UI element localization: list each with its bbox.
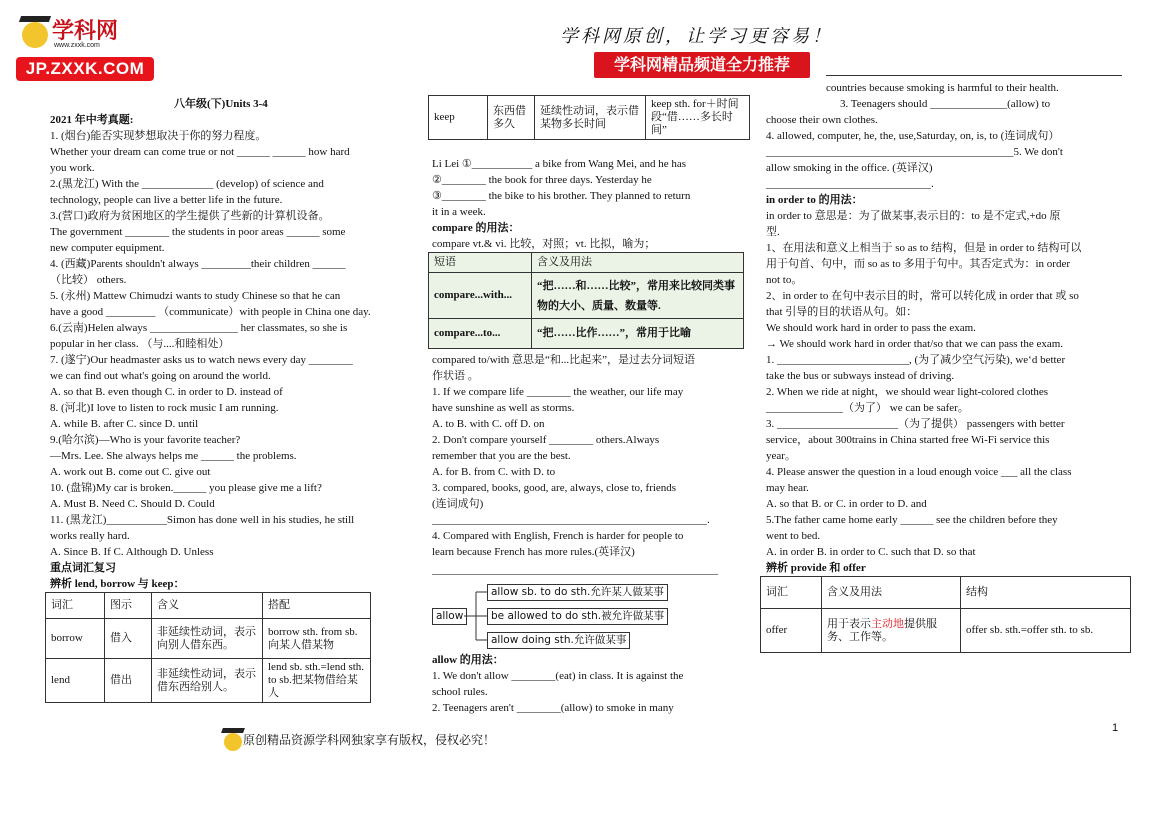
diagram-branch: be allowed to do sth.被允许做某事 — [487, 608, 668, 625]
table-header: 图示 — [105, 593, 152, 619]
answer-options: A. while B. after C. since D. until — [50, 418, 199, 430]
example-text: → We should work hard in order that/so that we can pass the exam. — [766, 338, 1064, 350]
question-text: countries because smoking is harmful to their health. — [826, 82, 1059, 94]
section-heading: compare 的用法： — [432, 222, 520, 234]
section-heading: in order to 的用法： — [766, 194, 863, 206]
question-text: 2. Teenagers aren't ________(allow) to smoke in many — [432, 702, 674, 714]
table-row — [429, 96, 750, 140]
table-cell: compare...with... — [429, 273, 532, 319]
question-text: service，about 300trains in China started free Wi-Fi service this — [766, 434, 1050, 446]
definition-text: 1、在用法和意义上相当于 so as to 结构，但是 in order to 结构可以 — [766, 242, 1082, 254]
table-cell: offer sb. sth.=offer sth. to sb. — [961, 609, 1131, 653]
question-text: 8. (河北)I love to listen to rock music I am running. — [50, 402, 279, 414]
answer-options: A. so that B. even though C. in order to D. instead of — [50, 386, 283, 398]
diagram-root: allow — [432, 608, 467, 625]
table-cell: 非延续性动词，表示借东西给别人。 — [152, 659, 263, 703]
question-text: The government ________ the students in poor areas ______ some — [50, 226, 346, 238]
definition-text: compared to/with 意思是“和...比起来”，是过去分词短语 — [432, 354, 696, 366]
definition-text: 用于句首、句中，而 so as to 多用于句中。其否定式为：in order — [766, 258, 1071, 270]
question-text: went to bed. — [766, 530, 821, 542]
table-header: 含义及用法 — [532, 253, 744, 273]
question-text: 4. (西藏)Parents shouldn't always _________their children ______ — [50, 258, 346, 270]
table-cell: 借入 — [105, 619, 152, 659]
question-text: 7. (遂宁)Our headmaster asks us to watch news every day ________ — [50, 354, 353, 366]
question-text: it in a week. — [432, 206, 486, 218]
question-text: （比较） others. — [50, 274, 127, 286]
table-cell: lend sb. sth.=lend sth. to sb.把某物借给某人 — [263, 659, 371, 703]
table-header: 词汇 — [46, 593, 105, 619]
slogan: 学科网原创，让学习更容易！ — [560, 26, 833, 47]
section-heading: 辨析 provide 和 offer — [766, 562, 866, 574]
section-heading: 辨析 lend, borrow 与 keep： — [50, 578, 185, 590]
diagram-branch: allow doing sth.允许做某事 — [487, 632, 630, 649]
table-header: 搭配 — [263, 593, 371, 619]
question-text: 2. Don't compare yourself ________ others.Always — [432, 434, 660, 446]
section-heading: 2021 年中考真题: — [50, 114, 134, 126]
question-text: 1. If we compare life ________ the weather, our life may — [432, 386, 684, 398]
table-header: 含义及用法 — [822, 577, 961, 609]
question-text: ③________ the bike to his brother. They planned to return — [432, 190, 691, 202]
table-header: 结构 — [961, 577, 1131, 609]
question-text: have a good _________ （communicate）with people in China one day. — [50, 306, 371, 318]
question-text: may hear. — [766, 482, 809, 494]
answer-blank: ____________________________________________________ — [432, 564, 718, 576]
table-cell: 东西借多久 — [488, 96, 535, 140]
question-text: 3. Teenagers should ______________(allow) to — [840, 98, 1051, 110]
table-cell: offer — [761, 609, 822, 653]
definition-text: not to。 — [766, 274, 803, 286]
table-cell — [822, 609, 961, 653]
question-text: works really hard. — [50, 530, 130, 542]
definition-text: that 引导的目的状语从句。如： — [766, 306, 918, 318]
answer-options: A. Must B. Need C. Should D. Could — [50, 498, 215, 510]
question-text: 3.(营口)政府为贫困地区的学生提供了些新的计算机设备。 — [50, 210, 330, 222]
question-text: you work. — [50, 162, 95, 174]
table-cell: borrow — [46, 619, 105, 659]
question-text: Whether your dream can come true or not ______ ______ how hard — [50, 146, 350, 158]
keep-table — [428, 95, 750, 140]
mascot-icon — [224, 733, 242, 751]
answer-options: A. work out B. come out C. give out — [50, 466, 211, 478]
definition-text: in order to 意思是：为了做某事,表示目的：to 是不定式,+do 原 — [766, 210, 1061, 222]
mascot-icon — [22, 22, 48, 48]
question-text: remember that you are the best. — [432, 450, 571, 462]
question-text: 1. ________________________, (为了减少空气污染), we‘d better — [766, 354, 1066, 366]
logo-name: 学科网 — [52, 19, 119, 44]
question-text: 11. (黑龙江)___________Simon has done well in his studies, he still — [50, 514, 355, 526]
table-row — [429, 319, 744, 349]
question-text: choose their own clothes. — [766, 114, 878, 126]
definition-text: compare vt.& vi. 比较，对照；vt. 比拟，喻为； — [432, 238, 656, 250]
provide-offer-table — [760, 576, 1131, 653]
question-text: 5.The father came home early ______ see the children before they — [766, 514, 1058, 526]
table-cell: “把……比作……”，常用于比喻 — [532, 319, 744, 349]
section-heading: 重点词汇复习 — [50, 562, 116, 574]
table-cell: compare...to... — [429, 319, 532, 349]
question-text: 6.(云南)Helen always ________________ her classmates, so she is — [50, 322, 348, 334]
question-text: 3. ______________________（为了提供） passengers with better — [766, 418, 1065, 430]
logo-url: www.zxxk.com — [54, 42, 100, 49]
question-text: we can find out what's going on around the world. — [50, 370, 271, 382]
table-header: 含义 — [152, 593, 263, 619]
table-cell: lend — [46, 659, 105, 703]
usage-text: 用于表示 — [827, 617, 871, 630]
table-cell: 非延续性动词，表示向别人借东西。 — [152, 619, 263, 659]
logo-badge[interactable]: JP.ZXXK.COM — [16, 57, 154, 81]
question-text: _____________________________________________5. We don't — [766, 146, 1063, 158]
definition-text: 型. — [766, 226, 780, 238]
example-text: We should work hard in order to pass the exam. — [766, 322, 976, 334]
question-text: have sunshine as well as storms. — [432, 402, 575, 414]
question-text: technology, people can live a better life in the future. — [50, 194, 283, 206]
question-text: 4. allowed, computer, he, the, use,Saturday, on, is, to (连词成句） — [766, 130, 1060, 142]
highlight-text: 主动地 — [871, 617, 904, 630]
question-text: 2. When we ride at night，we should wear light-colored clothes — [766, 386, 1049, 398]
answer-options: A. Since B. If C. Although D. Unless — [50, 546, 214, 558]
question-text: 3. compared, books, good, are, always, close to, friends — [432, 482, 677, 494]
copyright-notice: 原创精品资源学科网独家享有版权，侵权必究！ — [243, 733, 496, 747]
table-cell: keep sth. for＋时间段“借……多长时间” — [646, 96, 750, 140]
question-text: 1. (烟台)能否实现梦想取决于你的努力程度。 — [50, 130, 267, 142]
question-text: —Mrs. Lee. She always helps me ______ the problems. — [50, 450, 297, 462]
answer-options: A. for B. from C. with D. to — [432, 466, 556, 478]
question-text: Li Lei ①___________ a bike from Wang Mei, and he has — [432, 158, 687, 170]
answer-blank: __________________________________________________. — [432, 514, 710, 526]
answer-options: A. in order B. in order to C. such that D. so that — [766, 546, 976, 558]
question-text: (连词成句) — [432, 498, 484, 510]
question-text: 9.(哈尔滨)—Who is your favorite teacher? — [50, 434, 241, 446]
doc-title: 八年级(下)Units 3-4 — [174, 98, 268, 110]
question-text: 1. We don't allow ________(eat) in class. It is against the — [432, 670, 684, 682]
question-text: 2.(黑龙江) With the _____________ (develop) of science and — [50, 178, 324, 190]
question-text: school rules. — [432, 686, 488, 698]
question-text: new computer equipment. — [50, 242, 165, 254]
table-row — [761, 609, 1131, 653]
question-text: 4. Compared with English, French is harder for people to — [432, 530, 684, 542]
graduation-cap-icon — [19, 16, 51, 22]
compare-table — [428, 252, 744, 349]
diagram-branch: allow sb. to do sth.允许某人做某事 — [487, 584, 668, 601]
answer-blank: ______________________________. — [766, 178, 934, 190]
answer-options: A. so that B. or C. in order to D. and — [766, 498, 927, 510]
question-text: take the bus or subways instead of driving. — [766, 370, 955, 382]
question-text: learn because French has more rules.(英译汉) — [432, 546, 635, 558]
header-divider — [826, 75, 1122, 76]
usage-text: 提供服务、工作等。 — [827, 617, 937, 643]
question-text: ②________ the book for three days. Yesterday he — [432, 174, 652, 186]
table-header: 词汇 — [761, 577, 822, 609]
table-row — [429, 273, 744, 319]
question-text: 10. (盘锦)My car is broken.______ you please give me a lift? — [50, 482, 322, 494]
question-text: 4. Please answer the question in a loud enough voice ___ all the class — [766, 466, 1072, 478]
table-cell: keep — [429, 96, 488, 140]
table-cell: 延续性动词，表示借某物多长时间 — [535, 96, 646, 140]
question-text: ______________（为了） we can be safer。 — [766, 402, 969, 414]
table-cell: “把……和……比较”，常用来比较同类事物的大小、质量、数量等. — [532, 273, 744, 319]
definition-text: 2、in order to 在句中表示目的时，常可以转化成 in order that 或 so — [766, 290, 1079, 302]
definition-text: 作状语 。 — [432, 370, 479, 382]
question-text: allow smoking in the office. (英译汉) — [766, 162, 933, 174]
question-text: 5. (永州) Mattew Chimudzi wants to study Chinese so that he can — [50, 290, 341, 302]
lend-borrow-table — [45, 592, 371, 703]
table-row — [46, 619, 371, 659]
question-text: year。 — [766, 450, 796, 462]
section-heading: allow 的用法： — [432, 654, 504, 666]
table-cell: borrow sth. from sb.向某人借某物 — [263, 619, 371, 659]
table-cell: 借出 — [105, 659, 152, 703]
table-row — [46, 659, 371, 703]
graduation-cap-icon — [221, 728, 245, 733]
table-header: 短语 — [429, 253, 532, 273]
page-number: 1 — [1112, 722, 1119, 734]
banner: 学科网精品频道全力推荐 — [594, 52, 810, 78]
question-text: popular in her class. （与....和睦相处） — [50, 338, 230, 350]
answer-options: A. to B. with C. off D. on — [432, 418, 545, 430]
